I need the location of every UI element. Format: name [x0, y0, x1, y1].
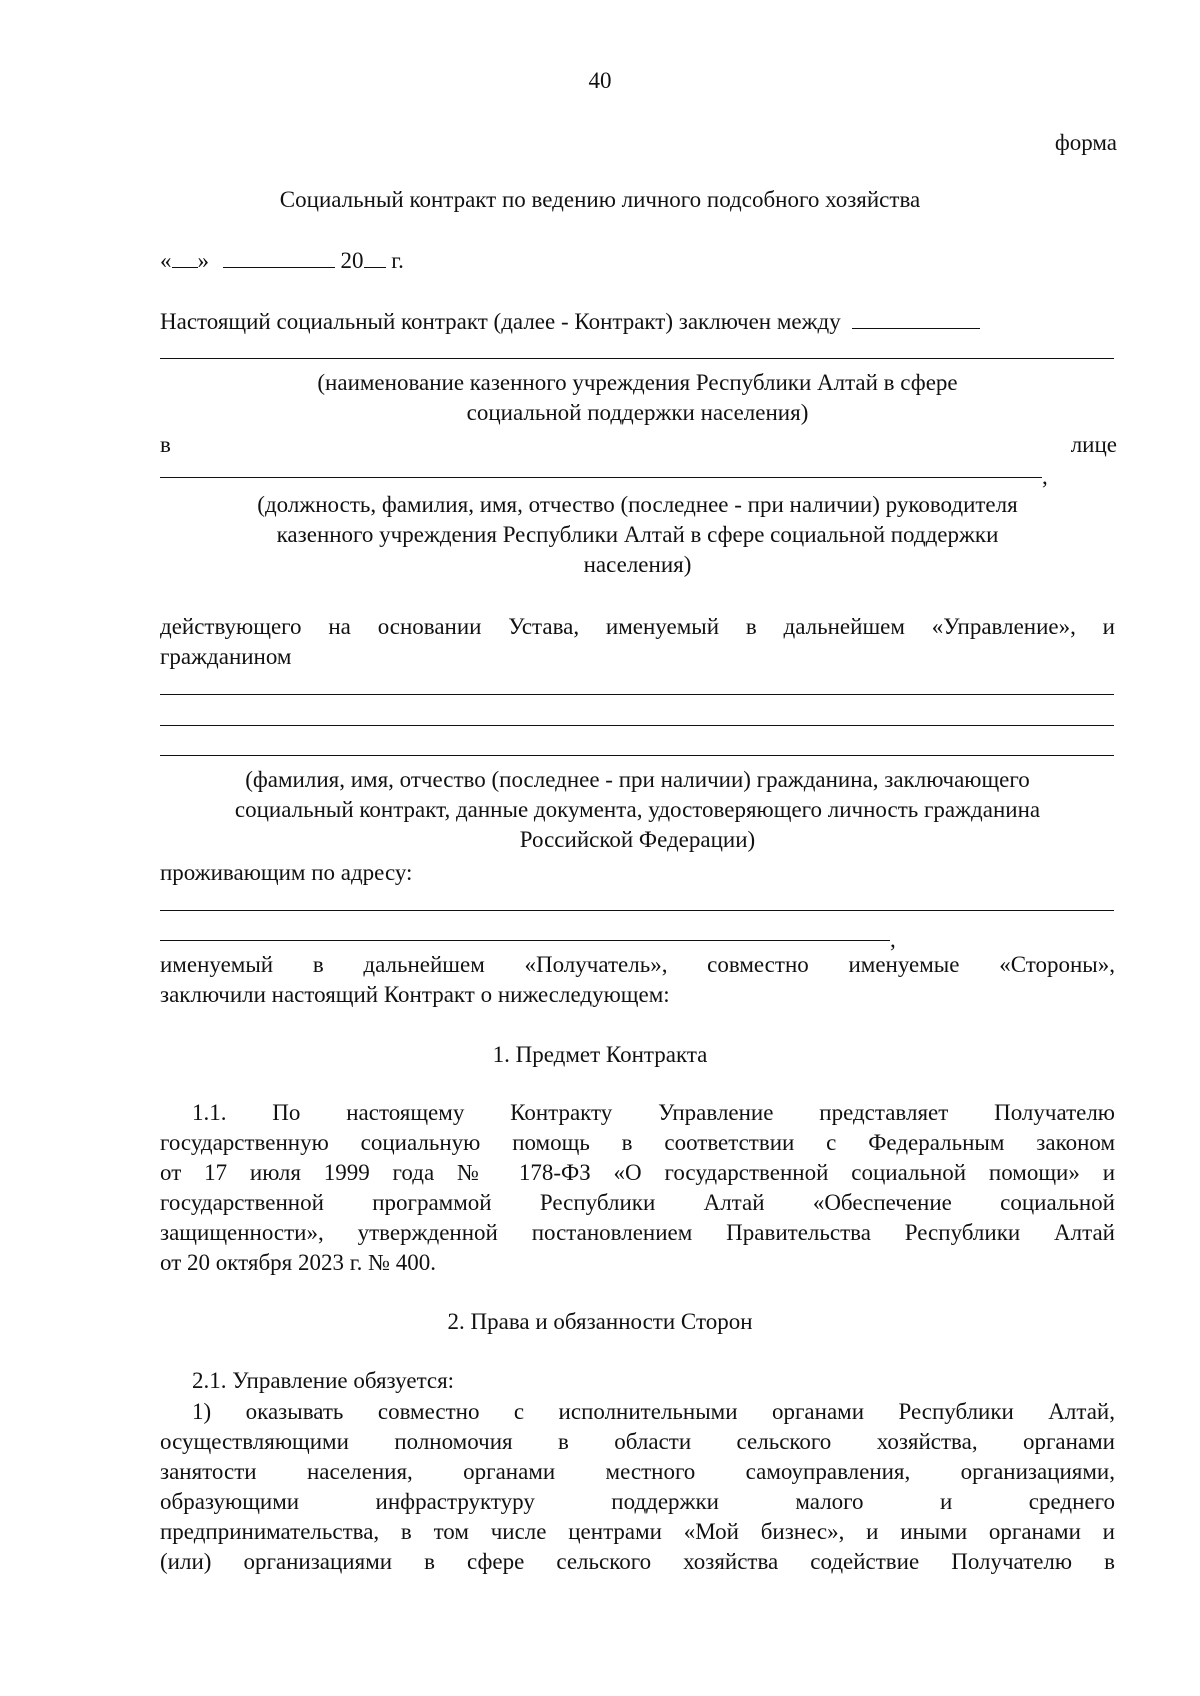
paragraph-line: именуемый в дальнейшем «Получатель», совместно именуемые «Стороны»,: [160, 952, 1115, 977]
citizen-line-3: [160, 755, 1114, 756]
paragraph-1-1: [160, 1098, 1115, 1278]
month-blank: [223, 247, 335, 268]
paragraph-line: осуществляющими полномочия в области сельского хозяйства, органами: [160, 1429, 1115, 1454]
paragraph-line: государственной программой Республики Алтай «Обеспечение социальной: [160, 1190, 1115, 1215]
paragraph-line: 1.1. По настоящему Контракту Управление представляет Получателю: [192, 1100, 1115, 1125]
intro-line: [160, 307, 1115, 337]
form-label: форма: [1054, 130, 1117, 155]
caption-line: (наименование казенного учреждения Республики Алтай в сфере: [317, 370, 958, 395]
caption-institution: [160, 368, 1115, 428]
caption-line: (фамилия, имя, отчество (последнее - при наличии) гражданина, заключающего: [245, 767, 1030, 792]
acting-paragraph: [160, 612, 1115, 672]
date-line: [160, 246, 404, 276]
caption-line: казенного учреждения Республики Алтай в сфере социальной поддержки: [276, 522, 999, 547]
day-blank: [172, 247, 198, 268]
institution-name-line: [160, 358, 1114, 359]
caption-head: [160, 490, 1115, 580]
comma: ,: [890, 927, 896, 952]
paragraph-line: государственную социальную помощь в соответствии с Федеральным законом: [160, 1130, 1115, 1155]
paragraph-line: от 20 октября 2023 г. № 400.: [160, 1250, 437, 1275]
intro-blank: [852, 308, 980, 329]
caption-line: населения): [583, 552, 692, 577]
year-suffix: г.: [391, 248, 404, 273]
paragraph-line: защищенности», утвержденной постановлением Правительства Республики Алтай: [160, 1220, 1115, 1245]
section-1-heading: 1. Предмет Контракта: [492, 1042, 708, 1067]
paragraph-line: занятости населения, органами местного самоуправления, организациями,: [160, 1459, 1115, 1484]
paragraph-line: гражданином: [160, 644, 292, 669]
document-title: Социальный контракт по ведению личного подсобного хозяйства: [279, 187, 921, 212]
named-paragraph: [160, 950, 1115, 1010]
caption-line: Российской Федерации): [519, 827, 756, 852]
caption-citizen: [160, 765, 1115, 855]
citizen-line-2: [160, 725, 1114, 726]
paragraph-line: предпринимательства, в том числе центрами «Мой бизнес», и иными органами и: [160, 1519, 1115, 1544]
residing-label: проживающим по адресу:: [160, 860, 413, 885]
paragraph-line: заключили настоящий Контракт о нижеследующем:: [160, 982, 670, 1007]
year-prefix: 20: [340, 248, 364, 273]
paragraph-line: действующего на основании Устава, именуемый в дальнейшем «Управление», и: [160, 614, 1115, 639]
face-word: лице: [1070, 432, 1117, 457]
paragraph-line: образующими инфраструктуру поддержки малого и среднего: [160, 1489, 1115, 1514]
paragraph-line: от 17 июля 1999 года № 178-ФЗ «О государственной социальной помощи» и: [160, 1160, 1115, 1185]
year-blank: [364, 247, 386, 268]
comma: ,: [1042, 464, 1048, 489]
address-line-1: [160, 910, 1114, 911]
item-1: [160, 1397, 1115, 1577]
section-2-heading: 2. Права и обязанности Сторон: [447, 1309, 753, 1334]
citizen-line-1: [160, 694, 1114, 695]
page-number: 40: [588, 68, 612, 93]
caption-line: социальной поддержки населения): [466, 400, 809, 425]
paragraph-line: 1) оказывать совместно с исполнительными органами Республики Алтай,: [192, 1399, 1115, 1424]
paragraph-line: (или) организациями в сфере сельского хозяйства содействие Получателю в: [160, 1549, 1115, 1574]
date-close-quote: »: [197, 248, 209, 273]
in-word: в: [160, 432, 171, 457]
intro-text: Настоящий социальный контракт (далее - Контракт) заключен между: [160, 309, 841, 334]
caption-line: (должность, фамилия, имя, отчество (последнее - при наличии) руководителя: [257, 492, 1018, 517]
date-open-quote: «: [160, 248, 172, 273]
head-name-line: [160, 477, 1042, 478]
caption-line: социальный контракт, данные документа, удостоверяющего личность гражданина: [234, 797, 1041, 822]
paragraph-2-1: 2.1. Управление обязуется:: [192, 1368, 455, 1393]
address-line-2: [160, 940, 890, 941]
